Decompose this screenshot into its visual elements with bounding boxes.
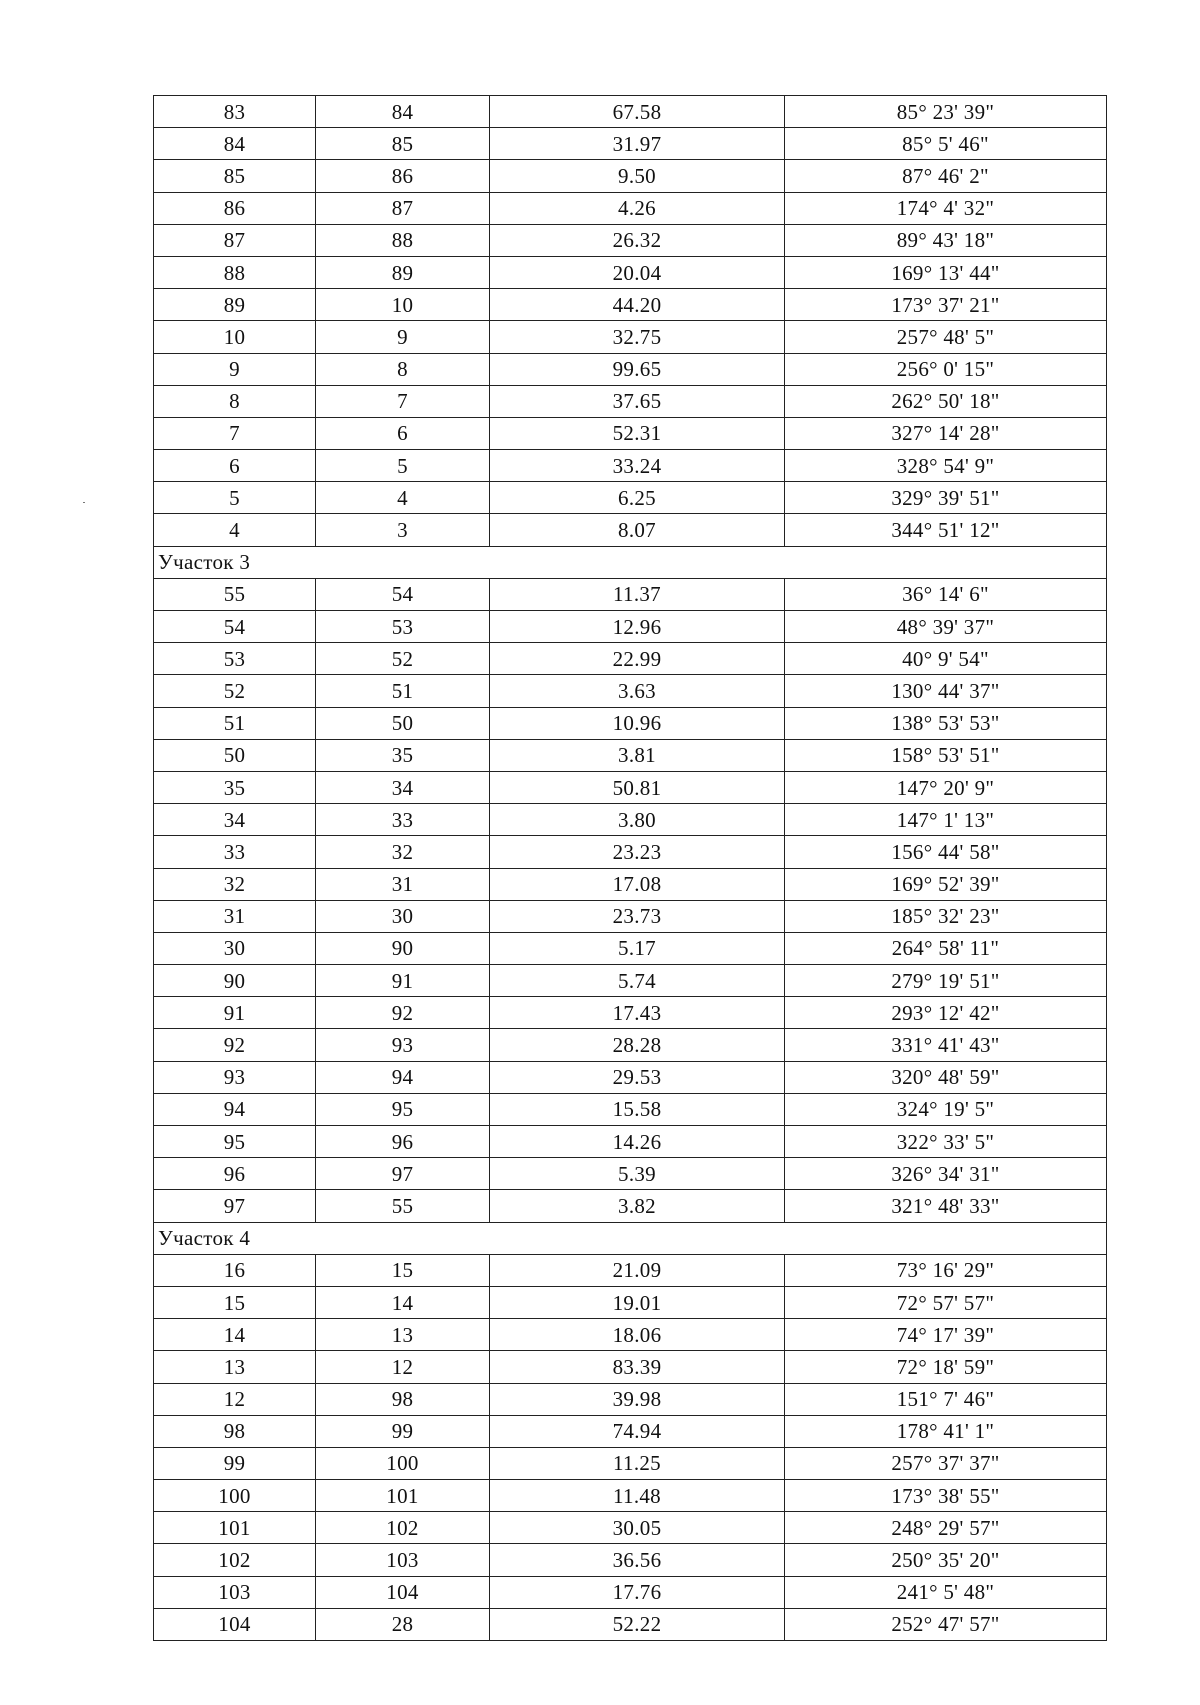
from-point-cell: 32	[154, 868, 316, 900]
to-point-cell: 87	[316, 192, 490, 224]
bearing-cell: 256° 0' 15"	[785, 353, 1107, 385]
to-point-cell: 52	[316, 643, 490, 675]
to-point-cell: 104	[316, 1576, 490, 1608]
distance-cell: 44.20	[490, 289, 785, 321]
to-point-cell: 54	[316, 578, 490, 610]
table-row	[154, 128, 1107, 160]
distance-cell: 31.97	[490, 128, 785, 160]
to-point-cell: 15	[316, 1254, 490, 1286]
table-row	[154, 965, 1107, 997]
table-row	[154, 675, 1107, 707]
from-point-cell: 30	[154, 932, 316, 964]
section-label: Участок 4	[154, 1222, 1107, 1254]
distance-cell: 6.25	[490, 482, 785, 514]
to-point-cell: 3	[316, 514, 490, 546]
to-point-cell: 13	[316, 1319, 490, 1351]
to-point-cell: 51	[316, 675, 490, 707]
table-row	[154, 514, 1107, 546]
survey-table-body	[154, 96, 1107, 1641]
table-row	[154, 1576, 1107, 1608]
from-point-cell: 51	[154, 707, 316, 739]
section-header-row	[154, 546, 1107, 578]
to-point-cell: 97	[316, 1158, 490, 1190]
table-row	[154, 643, 1107, 675]
to-point-cell: 96	[316, 1126, 490, 1158]
from-point-cell: 98	[154, 1415, 316, 1447]
distance-cell: 50.81	[490, 771, 785, 803]
distance-cell: 36.56	[490, 1544, 785, 1576]
to-point-cell: 102	[316, 1512, 490, 1544]
bearing-cell: 85° 5' 46"	[785, 128, 1107, 160]
from-point-cell: 84	[154, 128, 316, 160]
from-point-cell: 54	[154, 611, 316, 643]
to-point-cell: 88	[316, 224, 490, 256]
bearing-cell: 326° 34' 31"	[785, 1158, 1107, 1190]
table-row	[154, 417, 1107, 449]
bearing-cell: 169° 52' 39"	[785, 868, 1107, 900]
from-point-cell: 103	[154, 1576, 316, 1608]
table-row	[154, 385, 1107, 417]
from-point-cell: 34	[154, 804, 316, 836]
to-point-cell: 92	[316, 997, 490, 1029]
table-row	[154, 1029, 1107, 1061]
from-point-cell: 31	[154, 900, 316, 932]
to-point-cell: 28	[316, 1608, 490, 1640]
from-point-cell: 91	[154, 997, 316, 1029]
to-point-cell: 98	[316, 1383, 490, 1415]
from-point-cell: 4	[154, 514, 316, 546]
bearing-cell: 151° 7' 46"	[785, 1383, 1107, 1415]
bearing-cell: 87° 46' 2"	[785, 160, 1107, 192]
table-row	[154, 1480, 1107, 1512]
table-row	[154, 771, 1107, 803]
distance-cell: 23.73	[490, 900, 785, 932]
bearing-cell: 147° 20' 9"	[785, 771, 1107, 803]
table-row	[154, 868, 1107, 900]
table-row	[154, 289, 1107, 321]
bearing-cell: 324° 19' 5"	[785, 1093, 1107, 1125]
table-row	[154, 1447, 1107, 1479]
bearing-cell: 327° 14' 28"	[785, 417, 1107, 449]
from-point-cell: 101	[154, 1512, 316, 1544]
table-row	[154, 1061, 1107, 1093]
table-row	[154, 1319, 1107, 1351]
distance-cell: 32.75	[490, 321, 785, 353]
distance-cell: 39.98	[490, 1383, 785, 1415]
table-row	[154, 321, 1107, 353]
distance-cell: 11.37	[490, 578, 785, 610]
bearing-cell: 138° 53' 53"	[785, 707, 1107, 739]
table-row	[154, 353, 1107, 385]
from-point-cell: 94	[154, 1093, 316, 1125]
from-point-cell: 33	[154, 836, 316, 868]
distance-cell: 67.58	[490, 96, 785, 128]
to-point-cell: 94	[316, 1061, 490, 1093]
from-point-cell: 50	[154, 739, 316, 771]
bearing-cell: 130° 44' 37"	[785, 675, 1107, 707]
distance-cell: 3.82	[490, 1190, 785, 1222]
from-point-cell: 7	[154, 417, 316, 449]
bearing-cell: 241° 5' 48"	[785, 1576, 1107, 1608]
bearing-cell: 158° 53' 51"	[785, 739, 1107, 771]
table-row	[154, 1126, 1107, 1158]
from-point-cell: 87	[154, 224, 316, 256]
bearing-cell: 321° 48' 33"	[785, 1190, 1107, 1222]
to-point-cell: 101	[316, 1480, 490, 1512]
distance-cell: 15.58	[490, 1093, 785, 1125]
bearing-cell: 40° 9' 54"	[785, 643, 1107, 675]
bearing-cell: 173° 37' 21"	[785, 289, 1107, 321]
bearing-cell: 262° 50' 18"	[785, 385, 1107, 417]
table-row	[154, 1254, 1107, 1286]
table-row	[154, 1415, 1107, 1447]
from-point-cell: 12	[154, 1383, 316, 1415]
distance-cell: 23.23	[490, 836, 785, 868]
to-point-cell: 32	[316, 836, 490, 868]
from-point-cell: 16	[154, 1254, 316, 1286]
to-point-cell: 14	[316, 1286, 490, 1318]
bearing-cell: 252° 47' 57"	[785, 1608, 1107, 1640]
distance-cell: 9.50	[490, 160, 785, 192]
table-row	[154, 160, 1107, 192]
bearing-cell: 331° 41' 43"	[785, 1029, 1107, 1061]
from-point-cell: 86	[154, 192, 316, 224]
from-point-cell: 99	[154, 1447, 316, 1479]
to-point-cell: 99	[316, 1415, 490, 1447]
section-header-row	[154, 1222, 1107, 1254]
bearing-cell: 322° 33' 5"	[785, 1126, 1107, 1158]
table-row	[154, 739, 1107, 771]
to-point-cell: 34	[316, 771, 490, 803]
from-point-cell: 89	[154, 289, 316, 321]
to-point-cell: 84	[316, 96, 490, 128]
distance-cell: 18.06	[490, 1319, 785, 1351]
to-point-cell: 4	[316, 482, 490, 514]
distance-cell: 21.09	[490, 1254, 785, 1286]
from-point-cell: 100	[154, 1480, 316, 1512]
distance-cell: 11.48	[490, 1480, 785, 1512]
table-row	[154, 804, 1107, 836]
bearing-cell: 147° 1' 13"	[785, 804, 1107, 836]
distance-cell: 99.65	[490, 353, 785, 385]
from-point-cell: 93	[154, 1061, 316, 1093]
to-point-cell: 6	[316, 417, 490, 449]
from-point-cell: 83	[154, 96, 316, 128]
table-row	[154, 611, 1107, 643]
to-point-cell: 7	[316, 385, 490, 417]
to-point-cell: 86	[316, 160, 490, 192]
bearing-cell: 174° 4' 32"	[785, 192, 1107, 224]
table-row	[154, 96, 1107, 128]
table-row	[154, 836, 1107, 868]
distance-cell: 52.31	[490, 417, 785, 449]
table-row	[154, 932, 1107, 964]
table-row	[154, 578, 1107, 610]
bearing-cell: 248° 29' 57"	[785, 1512, 1107, 1544]
from-point-cell: 35	[154, 771, 316, 803]
distance-cell: 10.96	[490, 707, 785, 739]
bearing-cell: 72° 18' 59"	[785, 1351, 1107, 1383]
from-point-cell: 15	[154, 1286, 316, 1318]
table-row	[154, 482, 1107, 514]
to-point-cell: 53	[316, 611, 490, 643]
section-label: Участок 3	[154, 546, 1107, 578]
distance-cell: 17.43	[490, 997, 785, 1029]
distance-cell: 4.26	[490, 192, 785, 224]
to-point-cell: 33	[316, 804, 490, 836]
distance-cell: 11.25	[490, 1447, 785, 1479]
bearing-cell: 48° 39' 37"	[785, 611, 1107, 643]
to-point-cell: 85	[316, 128, 490, 160]
from-point-cell: 85	[154, 160, 316, 192]
to-point-cell: 89	[316, 256, 490, 288]
from-point-cell: 88	[154, 256, 316, 288]
distance-cell: 3.81	[490, 739, 785, 771]
table-row	[154, 1544, 1107, 1576]
distance-cell: 28.28	[490, 1029, 785, 1061]
bearing-cell: 329° 39' 51"	[785, 482, 1107, 514]
table-row	[154, 900, 1107, 932]
bearing-cell: 250° 35' 20"	[785, 1544, 1107, 1576]
from-point-cell: 6	[154, 450, 316, 482]
distance-cell: 30.05	[490, 1512, 785, 1544]
bearing-cell: 156° 44' 58"	[785, 836, 1107, 868]
from-point-cell: 55	[154, 578, 316, 610]
table-row	[154, 997, 1107, 1029]
to-point-cell: 31	[316, 868, 490, 900]
distance-cell: 74.94	[490, 1415, 785, 1447]
distance-cell: 8.07	[490, 514, 785, 546]
to-point-cell: 103	[316, 1544, 490, 1576]
table-row	[154, 707, 1107, 739]
from-point-cell: 90	[154, 965, 316, 997]
table-row	[154, 1158, 1107, 1190]
distance-cell: 20.04	[490, 256, 785, 288]
bearing-cell: 185° 32' 23"	[785, 900, 1107, 932]
bearing-cell: 178° 41' 1"	[785, 1415, 1107, 1447]
from-point-cell: 9	[154, 353, 316, 385]
from-point-cell: 97	[154, 1190, 316, 1222]
distance-cell: 33.24	[490, 450, 785, 482]
from-point-cell: 53	[154, 643, 316, 675]
scan-speck	[83, 502, 85, 503]
table-row	[154, 256, 1107, 288]
to-point-cell: 30	[316, 900, 490, 932]
to-point-cell: 8	[316, 353, 490, 385]
distance-cell: 17.08	[490, 868, 785, 900]
distance-cell: 3.80	[490, 804, 785, 836]
bearing-cell: 74° 17' 39"	[785, 1319, 1107, 1351]
bearing-cell: 279° 19' 51"	[785, 965, 1107, 997]
bearing-cell: 257° 48' 5"	[785, 321, 1107, 353]
bearing-cell: 85° 23' 39"	[785, 96, 1107, 128]
bearing-cell: 36° 14' 6"	[785, 578, 1107, 610]
table-row	[154, 1608, 1107, 1640]
bearing-cell: 173° 38' 55"	[785, 1480, 1107, 1512]
distance-cell: 52.22	[490, 1608, 785, 1640]
bearing-cell: 328° 54' 9"	[785, 450, 1107, 482]
table-row	[154, 1190, 1107, 1222]
table-row	[154, 224, 1107, 256]
from-point-cell: 10	[154, 321, 316, 353]
distance-cell: 29.53	[490, 1061, 785, 1093]
to-point-cell: 90	[316, 932, 490, 964]
distance-cell: 37.65	[490, 385, 785, 417]
table-row	[154, 1093, 1107, 1125]
from-point-cell: 92	[154, 1029, 316, 1061]
bearing-cell: 264° 58' 11"	[785, 932, 1107, 964]
bearing-cell: 73° 16' 29"	[785, 1254, 1107, 1286]
bearing-cell: 320° 48' 59"	[785, 1061, 1107, 1093]
from-point-cell: 52	[154, 675, 316, 707]
to-point-cell: 55	[316, 1190, 490, 1222]
table-row	[154, 1512, 1107, 1544]
from-point-cell: 8	[154, 385, 316, 417]
table-row	[154, 1286, 1107, 1318]
distance-cell: 5.17	[490, 932, 785, 964]
bearing-cell: 344° 51' 12"	[785, 514, 1107, 546]
to-point-cell: 35	[316, 739, 490, 771]
bearing-cell: 293° 12' 42"	[785, 997, 1107, 1029]
from-point-cell: 5	[154, 482, 316, 514]
bearing-cell: 169° 13' 44"	[785, 256, 1107, 288]
distance-cell: 5.39	[490, 1158, 785, 1190]
boundary-survey-table	[153, 95, 1107, 1641]
table-row	[154, 450, 1107, 482]
bearing-cell: 257° 37' 37"	[785, 1447, 1107, 1479]
distance-cell: 83.39	[490, 1351, 785, 1383]
from-point-cell: 95	[154, 1126, 316, 1158]
table-row	[154, 1351, 1107, 1383]
table-row	[154, 1383, 1107, 1415]
from-point-cell: 104	[154, 1608, 316, 1640]
to-point-cell: 50	[316, 707, 490, 739]
bearing-cell: 89° 43' 18"	[785, 224, 1107, 256]
distance-cell: 22.99	[490, 643, 785, 675]
table-row	[154, 192, 1107, 224]
distance-cell: 12.96	[490, 611, 785, 643]
distance-cell: 14.26	[490, 1126, 785, 1158]
to-point-cell: 100	[316, 1447, 490, 1479]
from-point-cell: 13	[154, 1351, 316, 1383]
to-point-cell: 12	[316, 1351, 490, 1383]
to-point-cell: 93	[316, 1029, 490, 1061]
distance-cell: 19.01	[490, 1286, 785, 1318]
to-point-cell: 95	[316, 1093, 490, 1125]
distance-cell: 3.63	[490, 675, 785, 707]
from-point-cell: 102	[154, 1544, 316, 1576]
distance-cell: 17.76	[490, 1576, 785, 1608]
to-point-cell: 5	[316, 450, 490, 482]
distance-cell: 26.32	[490, 224, 785, 256]
from-point-cell: 96	[154, 1158, 316, 1190]
distance-cell: 5.74	[490, 965, 785, 997]
from-point-cell: 14	[154, 1319, 316, 1351]
bearing-cell: 72° 57' 57"	[785, 1286, 1107, 1318]
to-point-cell: 91	[316, 965, 490, 997]
to-point-cell: 10	[316, 289, 490, 321]
to-point-cell: 9	[316, 321, 490, 353]
